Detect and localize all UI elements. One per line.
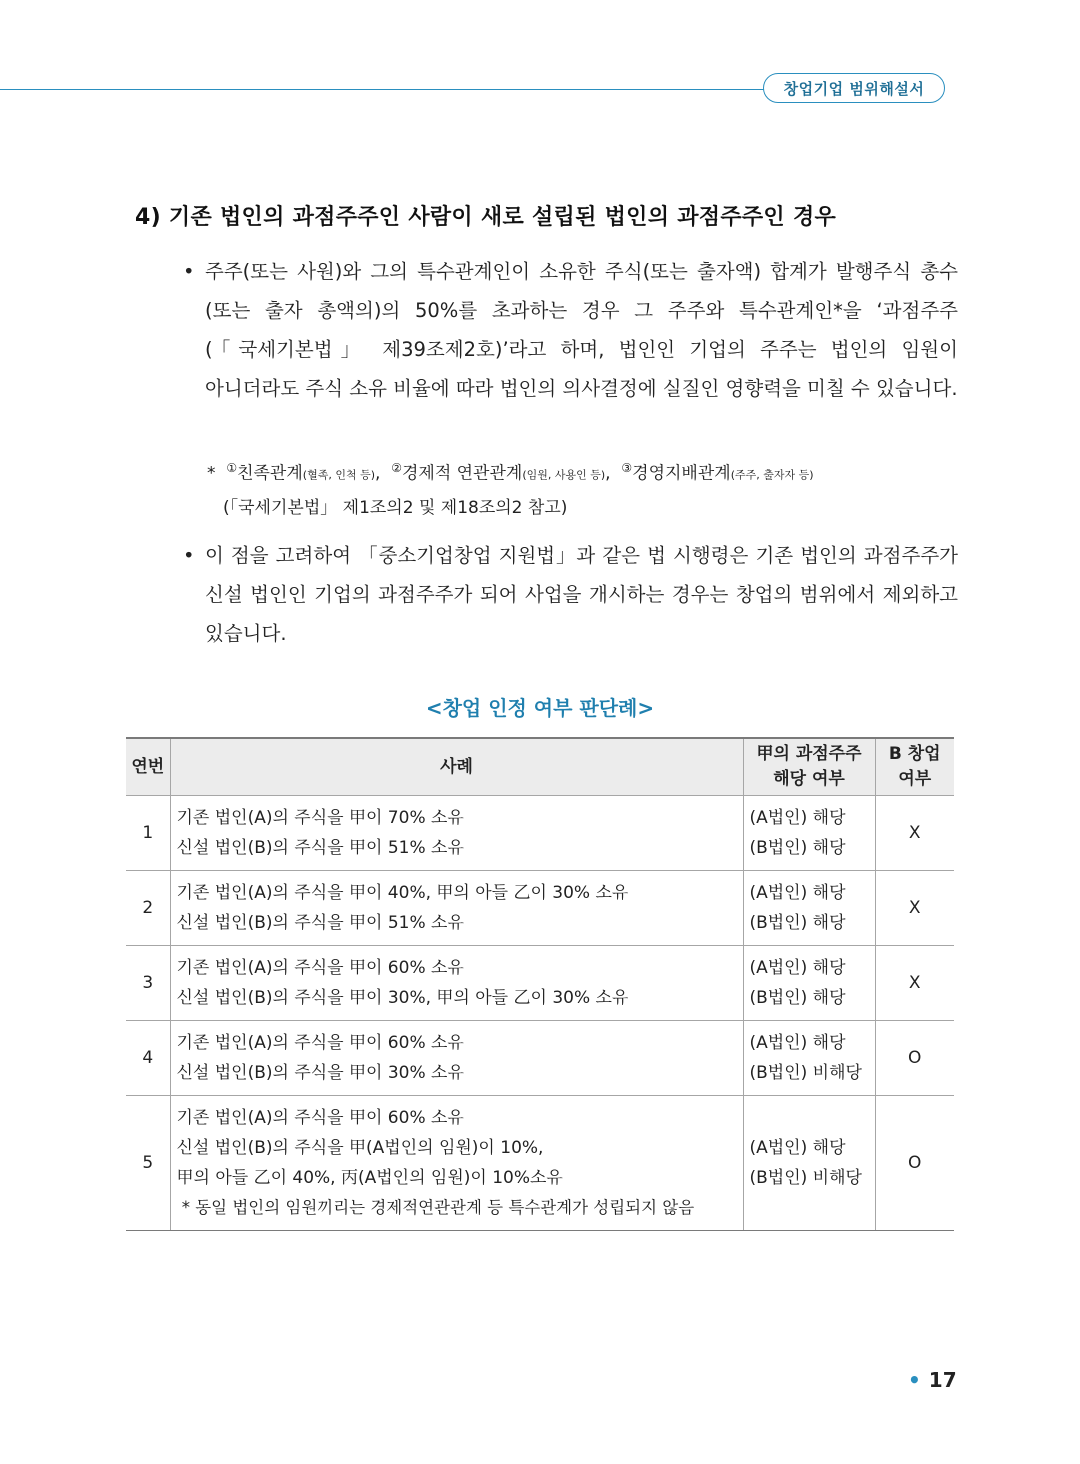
row-status [743,946,875,1021]
case-line: 기존 법인(A)의 주식을 甲이 60% 소유 [176,1033,464,1053]
case-note: * 동일 법인의 임원끼리는 경제적연관관계 등 특수관계가 성립되지 않음 [176,1198,695,1217]
header-result-line-1: B 창업 [888,744,941,764]
section-title: 4) 기존 법인의 과점주주인 사람이 새로 설립된 법인의 과점주주인 경우 [135,205,837,230]
footnote-term-1: 친족관계 [237,463,303,484]
status-line: (A법인) 해당 [749,883,846,903]
table-row [126,796,954,871]
page-number [908,1368,957,1392]
row-case [170,1096,743,1231]
row-case [170,796,743,871]
header-result [875,738,954,796]
bullet-text-2: 이 점을 고려하여 「중소기업창업 지원법」과 같은 법 시행령은 기존 법인의 과점주주가 신설 법인인 기업의 과점주주가 되어 사업을 개시하는 경우는 창업의 범위에서 제외하고 있습니다. [205,544,958,645]
status-line: (B법인) 해당 [749,913,846,933]
row-status [743,796,875,871]
footnote-sep-2: , [605,463,611,484]
table-row [126,1096,954,1231]
row-result: X [875,946,954,1021]
case-line: 신설 법인(B)의 주식을 甲이 30%, 甲의 아들 乙이 30% 소유 [176,988,629,1008]
footnote-line-1 [207,452,967,492]
footnote-star: * [207,463,216,484]
row-status [743,1021,875,1096]
row-status [743,1096,875,1231]
status-line: (B법인) 비해당 [749,1168,862,1188]
footnote-sub-2: (임원, 사용인 등) [522,468,606,482]
footnote-term-3: 경영지배관계 [632,463,731,484]
status-line: (A법인) 해당 [749,808,846,828]
row-result: X [875,796,954,871]
row-num: 3 [126,946,170,1021]
footnote-num-1: ① [226,461,238,475]
row-num: 5 [126,1096,170,1231]
bullet-dot: • [183,544,195,567]
case-line: 신설 법인(B)의 주식을 甲이 51% 소유 [176,838,464,858]
footnote [207,452,967,524]
row-case [170,871,743,946]
page-dot: • [908,1368,921,1392]
case-line: 기존 법인(A)의 주식을 甲이 60% 소유 [176,958,464,978]
status-line: (B법인) 해당 [749,838,846,858]
row-result: X [875,871,954,946]
header-num: 연번 [126,738,170,796]
row-case [170,1021,743,1096]
page-number-value: 17 [928,1368,957,1392]
footnote-num-2: ② [391,461,402,475]
case-line: 기존 법인(A)의 주식을 甲이 40%, 甲의 아들 乙이 30% 소유 [176,883,629,903]
header-badge: 창업기업 범위해설서 [763,73,945,103]
status-line: (A법인) 해당 [749,958,846,978]
footnote-sub-3: (주주, 출자자 등) [730,468,814,482]
status-line: (B법인) 비해당 [749,1063,862,1083]
bullet-paragraph-1 [183,252,958,408]
footnote-num-3: ③ [621,461,633,475]
table-row [126,946,954,1021]
case-line: 甲의 아들 乙이 40%, 丙(A법인의 임원)이 10%소유 [176,1168,563,1188]
row-num: 2 [126,871,170,946]
bullet-paragraph-2 [183,536,958,653]
case-line: 기존 법인(A)의 주식을 甲이 70% 소유 [176,808,464,828]
row-result: O [875,1021,954,1096]
row-result: O [875,1096,954,1231]
header-status [743,738,875,796]
header-status-line-1: 甲의 과점주주 [756,744,862,764]
row-case [170,946,743,1021]
row-num: 1 [126,796,170,871]
case-line: 신설 법인(B)의 주식을 甲(A법인의 임원)이 10%, [176,1138,544,1158]
footnote-sub-1: (혈족, 인척 등) [302,468,375,482]
status-line: (A법인) 해당 [749,1033,846,1053]
header-case: 사례 [170,738,743,796]
status-line: (B법인) 해당 [749,988,846,1008]
bullet-dot: • [183,260,195,283]
row-status [743,871,875,946]
case-line: 신설 법인(B)의 주식을 甲이 51% 소유 [176,913,464,933]
table-row [126,871,954,946]
case-table [126,737,954,1231]
bullet-text-1: 주주(또는 사원)와 그의 특수관계인이 소유한 주식(또는 출자액) 합계가 발행주식 총수(또는 출자 총액의)의 50%를 초과하는 경우 그 주주와 특수관계인*을 ‘과점주주(「국세기본법」 제39조제2호)’라고 하며, 법인인 기업의 주주는 법인의 임원이 아니더라도 주식 소유 비율에 따라 법인의 의사결정에 실질인 영향력을 미칠 수 있습니다. [205,260,958,400]
table-title: <창업 인정 여부 판단례> [425,696,655,720]
footnote-reference: (「국세기본법」 제1조의2 및 제18조의2 참고) [223,497,568,518]
row-num: 4 [126,1021,170,1096]
footnote-sep-1: , [374,463,381,484]
case-line: 신설 법인(B)의 주식을 甲이 30% 소유 [176,1063,464,1083]
footnote-term-2: 경제적 연관관계 [401,463,523,484]
header-status-line-2: 해당 여부 [773,769,845,789]
status-line: (A법인) 해당 [749,1138,846,1158]
case-line: 기존 법인(A)의 주식을 甲이 60% 소유 [176,1108,464,1128]
table-row [126,1021,954,1096]
header-rule [0,89,768,90]
header-result-line-2: 여부 [898,769,932,789]
table-header-row [126,738,954,796]
